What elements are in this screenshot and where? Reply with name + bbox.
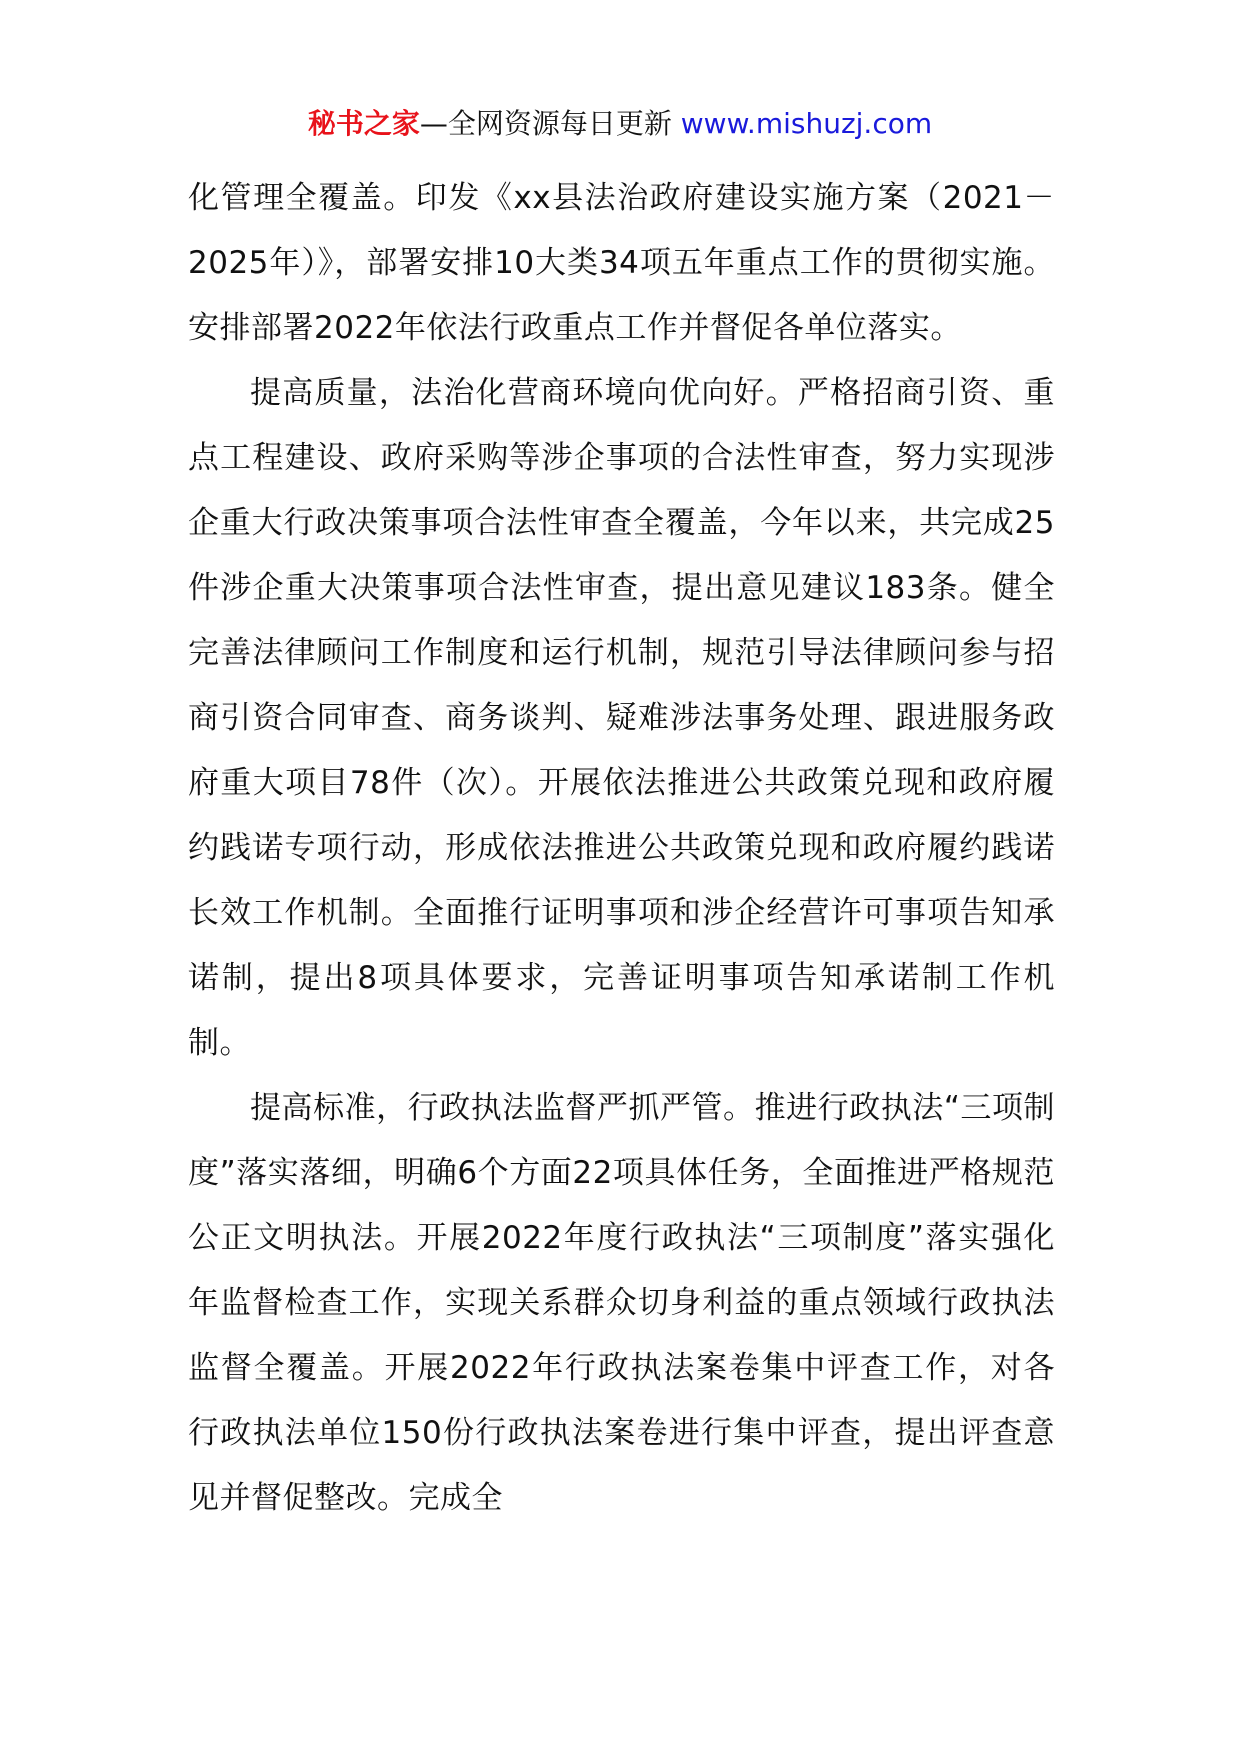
site-url-link[interactable]: www.mishuzj.com <box>680 107 933 140</box>
paragraph-continuation: 化管理全覆盖。印发《xx县法治政府建设实施方案（2021－2025年）》，部署安排10大类34项五年重点工作的贯彻实施。安排部署2022年依法行政重点工作并督促各单位落实。 <box>188 180 1055 346</box>
brand-name: 秘书之家 <box>307 107 420 140</box>
paragraph-business-environment: 提高质量，法治化营商环境向优向好。严格招商引资、重点工程建设、政府采购等涉企事项的合法性审查，努力实现涉企重大行政决策事项合法性审查全覆盖，今年以来，共完成25件涉企重大决策事项合法性审查，提出意见建议183条。健全完善法律顾问工作制度和运行机制，规范引导法律顾问参与招商引资合同审查、商务谈判、疑难涉法事务处理、跟进服务政府重大项目78件（次）。开展依法推进公共政策兑现和政府履约践诺专项行动，形成依法推进公共政策兑现和政府履约践诺长效工作机制。全面推行证明事项和涉企经营许可事项告知承诺制，提出8项具体要求，完善证明事项告知承诺制工作机制。 <box>188 375 1055 1061</box>
paragraph-enforcement-supervision: 提高标准，行政执法监督严抓严管。推进行政执法“三项制度”落实落细，明确6个方面22项具体任务，全面推进严格规范公正文明执法。开展2022年度行政执法“三项制度”落实强化年监督检查工作，实现关系群众切身利益的重点领域行政执法监督全覆盖。开展2022年行政执法案卷集中评查工作，对各行政执法单位150份行政执法案卷进行集中评查，提出评查意见并督促整改。完成全 <box>188 1090 1055 1516</box>
header-tagline: —全网资源每日更新 <box>419 107 681 140</box>
document-body <box>188 166 1055 1531</box>
page-header <box>0 104 1240 144</box>
